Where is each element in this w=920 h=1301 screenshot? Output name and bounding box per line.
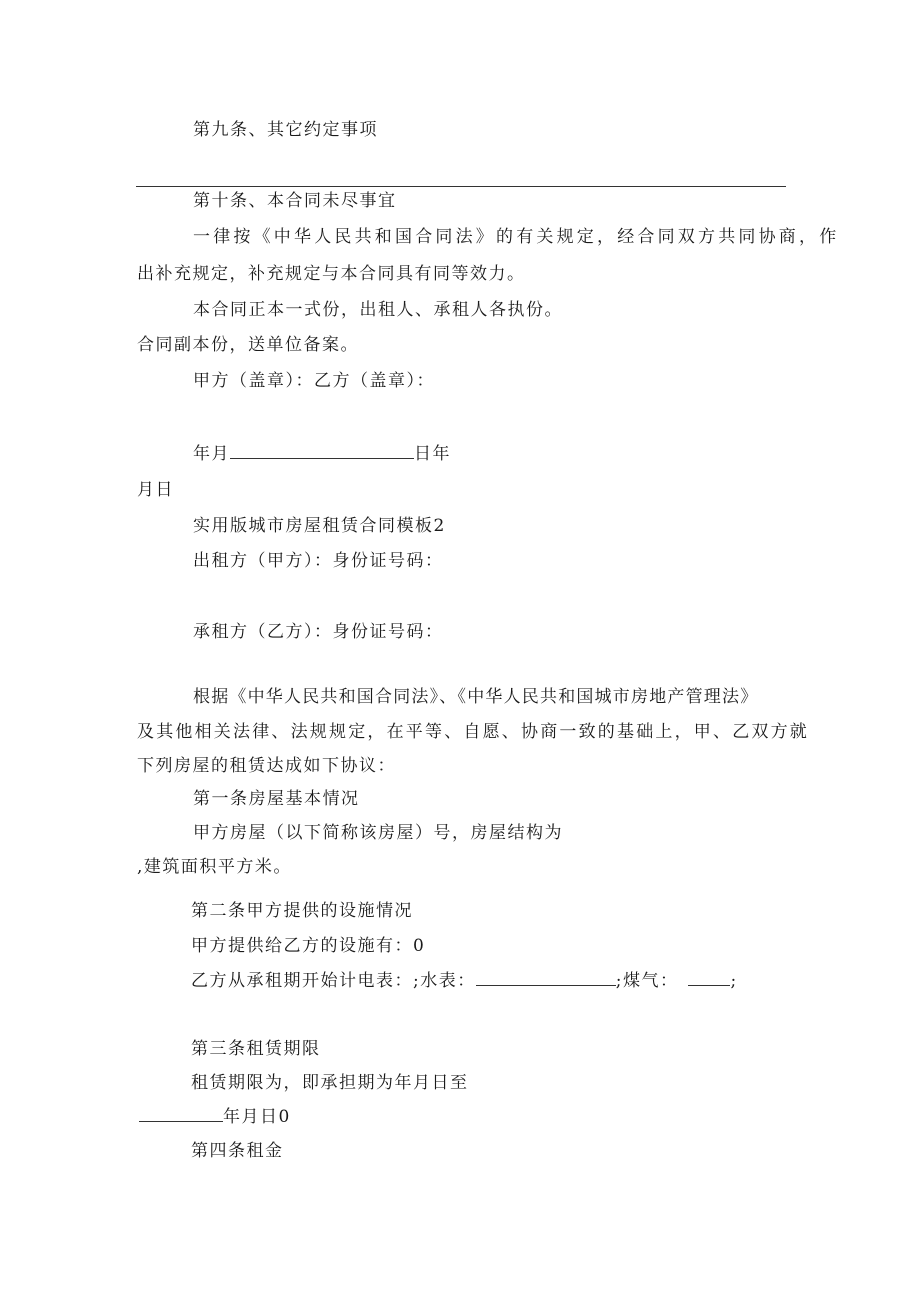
article3-body-line1: 租赁期限为，即承担期为年月日至 [191,1073,469,1093]
copies-line1: 本合同正本一式份，出租人、承租人各执份。 [193,300,563,320]
basis-line3: 下列房屋的租赁达成如下协议： [137,756,396,776]
lessee-line: 承租方（乙方）：身份证号码： [193,622,444,642]
meter-part2: ;煤气： [615,971,679,991]
term-blank [139,1106,223,1122]
article10-body-line1: 一律按《中华人民共和国合同法》的有关规定，经合同双方共同协商，作 [193,227,840,247]
gas-meter-blank [688,970,730,986]
seal-line: 甲方（盖章）：乙方（盖章）： [193,371,435,391]
basis-line2: 及其他相关法律、法规规定，在平等、自愿、协商一致的基础上，甲、乙双方就 [137,722,809,742]
article10-title: 第十条、本合同未尽事宜 [193,191,397,211]
date-line2: 月日 [137,480,174,500]
date-prefix: 年月 [193,444,230,464]
article1-body-line1: 甲方房屋（以下简称该房屋）号，房屋结构为 [193,823,563,843]
water-meter-blank [476,970,616,986]
meter-line [191,970,738,992]
basis-line1: 根据《中华人民共和国合同法》、《中华人民共和国城市房地产管理法》 [193,687,759,707]
date-blank [230,443,414,459]
article1-title: 第一条房屋基本情况 [193,789,360,809]
date-line [193,443,451,465]
article10-body-line2: 出补充规定，补充规定与本合同具有同等效力。 [137,264,526,284]
article2-body-line1: 甲方提供给乙方的设施有：0 [191,936,426,956]
meter-part1: 乙方从承租期开始计电表：;水表： [191,971,476,991]
horizontal-divider [136,186,786,187]
term-end: 年月日0 [223,1107,291,1127]
date-suffix: 日年 [414,444,451,464]
meter-part3: ; [730,971,738,991]
template2-title: 实用版城市房屋租赁合同模板2 [193,516,446,536]
article4-title: 第四条租金 [191,1141,284,1161]
article9-title: 第九条、其它约定事项 [193,120,378,140]
copies-line2: 合同副本份，送单位备案。 [137,335,359,355]
lessor-line: 出租方（甲方）：身份证号码： [193,551,444,571]
article2-title: 第二条甲方提供的设施情况 [191,901,413,921]
article1-body-line2: ,建筑面积平方米。 [137,857,292,877]
article3-title: 第三条租赁期限 [191,1039,321,1059]
article3-body-line2 [139,1106,291,1128]
